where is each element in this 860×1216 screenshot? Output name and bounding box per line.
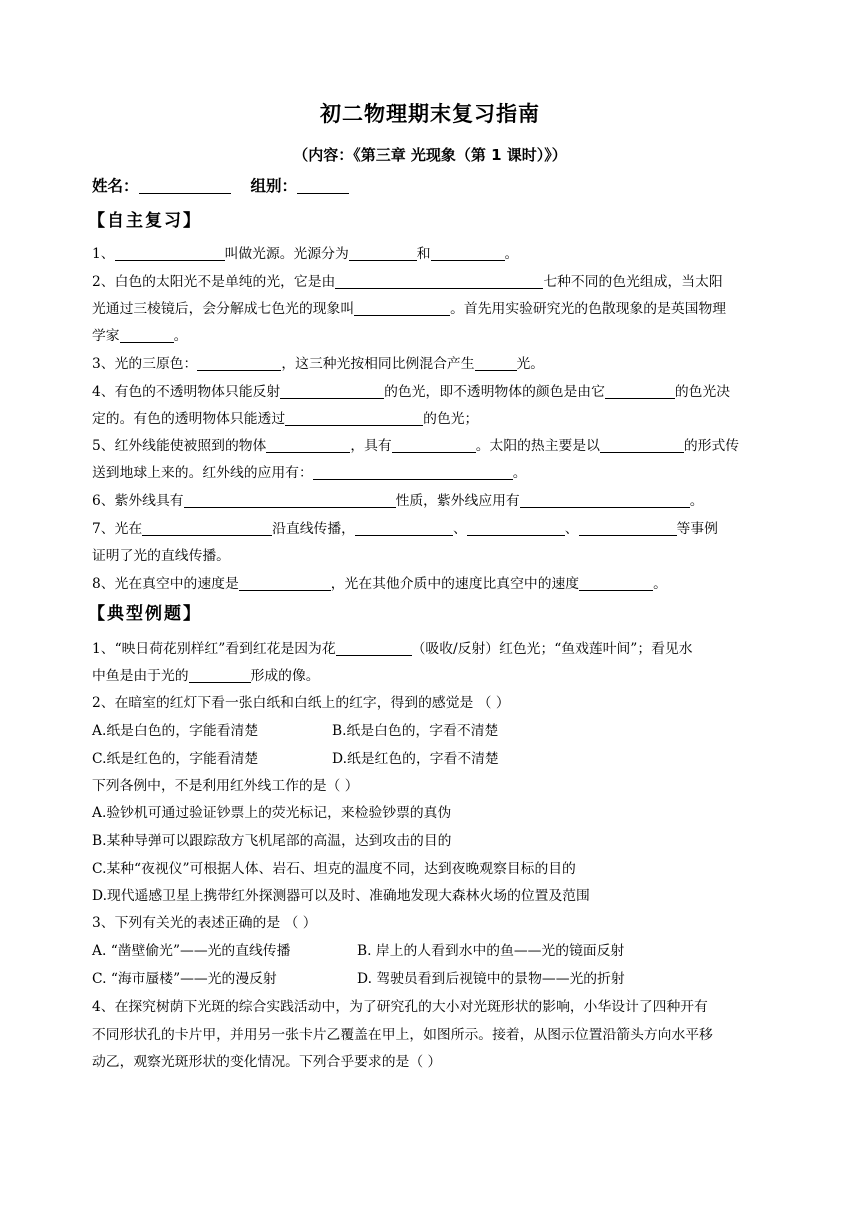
example-ir-option-c[interactable]: C.某种“夜视仪”可根据人体、岩石、坦克的温度不同，达到夜晚观察目标的目的 [92, 861, 576, 877]
q4-text-3: 的色光决 [674, 384, 731, 400]
example-ir-option-b[interactable]: B.某种导弹可以跟踪敌方飞机尾部的高温，达到攻击的目的 [92, 833, 452, 849]
example-4-line-1: 4、在探究树荫下光斑的综合实践活动中，为了研究孔的大小对光斑形状的影响，小华设计了四种开有 [92, 999, 708, 1015]
q1-blank-3[interactable] [431, 245, 505, 261]
review-q3 [92, 352, 544, 372]
q2-text-1: 2、白色的太阳光不是单纯的光，它是由 [92, 274, 336, 290]
review-q6 [92, 489, 704, 509]
q7-blank-1[interactable] [142, 520, 272, 536]
example-1-line-1 [92, 637, 693, 657]
e1-blank-1[interactable] [336, 640, 412, 656]
q6-blank-1[interactable] [184, 492, 396, 508]
q5-text-4: 的形式传 [683, 438, 740, 454]
e1-text-1: 1、“映日荷花别样红”看到红花是因为花 [92, 641, 336, 657]
q1-number: 1、 [92, 246, 115, 262]
review-q2-line-2 [92, 297, 726, 317]
q7-blank-4[interactable] [579, 520, 677, 536]
example-ir-question: 下列各例中，不是利用红外线工作的是（ ） [92, 778, 359, 794]
example-ir-option-d[interactable]: D.现代遥感卫星上携带红外探测器可以及时、准确地发现大森林火场的位置及范围 [92, 888, 590, 904]
q4-text-1: 4、有色的不透明物体只能反射 [92, 384, 281, 400]
q7-sep-2: 、 [564, 521, 579, 537]
q8-blank-1[interactable] [239, 575, 331, 591]
group-label: 组别： [250, 177, 298, 195]
example-3-option-c[interactable]: C. “海市蜃楼”——光的漫反射 [92, 971, 277, 987]
q4-blank-3[interactable] [285, 410, 423, 426]
e1-blank-2[interactable] [189, 667, 251, 683]
review-q1 [92, 242, 518, 262]
review-q4-line-1 [92, 380, 730, 400]
q1-text-3: 。 [504, 246, 519, 262]
e1-text-4: 形成的像。 [250, 668, 320, 684]
review-q8 [92, 572, 667, 592]
q3-text-3: 光。 [516, 356, 545, 372]
q7-text-1: 7、光在 [92, 521, 143, 537]
name-blank[interactable] [139, 178, 231, 194]
e1-text-3: 中鱼是由于光的 [92, 668, 189, 684]
q5-text-6: 。 [512, 465, 527, 481]
review-q2-line-3 [92, 324, 187, 344]
q6-text-1: 6、紫外线具有 [92, 493, 184, 509]
example-2-option-a[interactable]: A.纸是白色的，字能看清楚 [92, 723, 259, 739]
review-q2-line-1 [92, 270, 723, 290]
q7-text-2: 沿直线传播， [272, 521, 355, 537]
example-3-option-a[interactable]: A. “凿壁偷光”——光的直线传播 [92, 943, 291, 959]
q3-text-2: ，这三种光按相同比例混合产生 [281, 356, 475, 372]
q4-text-5: 的色光； [423, 411, 479, 427]
q3-blank-2[interactable] [475, 355, 517, 371]
q2-blank-1[interactable] [335, 273, 543, 289]
q3-text-1: 3、光的三原色： [92, 356, 198, 372]
q2-text-5: 学家 [92, 328, 120, 344]
q2-text-4: 。首先用实验研究光的色散现象的是英国物理 [450, 301, 727, 317]
example-2-option-d[interactable]: D.纸是红色的，字看不清楚 [332, 751, 499, 767]
q2-text-3: 光通过三棱镜后，会分解成七色光的现象叫 [92, 301, 355, 317]
q4-blank-2[interactable] [605, 383, 675, 399]
q8-text-3: 。 [653, 576, 667, 592]
review-q7-line-1 [92, 517, 718, 537]
example-1-line-2 [92, 664, 320, 684]
example-ir-option-a[interactable]: A.验钞机可通过验证钞票上的荧光标记，来检验钞票的真伪 [92, 805, 452, 821]
q6-blank-2[interactable] [520, 492, 690, 508]
q6-text-2: 性质，紫外线应用有 [395, 493, 520, 509]
q5-text-1: 5、红外线能使被照到的物体 [92, 438, 267, 454]
q5-blank-3[interactable] [600, 437, 684, 453]
example-3-option-b[interactable]: B. 岸上的人看到水中的鱼——光的镜面反射 [357, 943, 625, 959]
q5-blank-4[interactable] [313, 464, 513, 480]
section-examples: 【典型例题】 [88, 604, 202, 624]
example-2-option-c[interactable]: C.纸是红色的，字能看清楚 [92, 751, 259, 767]
q8-text-2: ，光在其他介质中的速度比真空中的速度 [330, 576, 580, 592]
q5-text-2: ，具有 [350, 438, 392, 454]
review-q7-line-2: 证明了光的直线传播。 [92, 548, 230, 564]
page-subtitle: （内容：《第三章 光现象（第 1 课时）》） [293, 146, 567, 164]
section-self-review: 【自主复习】 [88, 211, 202, 231]
q2-blank-2[interactable] [354, 300, 450, 316]
review-q4-line-2 [92, 407, 478, 427]
review-q5-line-1 [92, 434, 739, 454]
q1-blank-2[interactable] [349, 245, 417, 261]
q5-text-3: 。太阳的热主要是以 [475, 438, 600, 454]
q8-text-1: 8、光在真空中的速度是 [92, 576, 239, 592]
q2-text-2: 七种不同的色光组成，当太阳 [543, 274, 723, 290]
q2-text-6: 。 [173, 328, 188, 344]
q3-blank-1[interactable] [197, 355, 281, 371]
q7-sep-1: 、 [452, 521, 467, 537]
review-q5-line-2 [92, 461, 527, 481]
q7-blank-2[interactable] [355, 520, 453, 536]
q4-text-2: 的色光，即不透明物体的颜色是由它 [384, 384, 605, 400]
group-blank[interactable] [297, 178, 349, 194]
q5-text-5: 送到地球上来的。红外线的应用有： [92, 465, 313, 481]
q7-text-3: 等事例 [676, 521, 718, 537]
name-group-line [92, 174, 349, 196]
example-4-line-2: 不同形状孔的卡片甲，并用另一张卡片乙覆盖在甲上，如图所示。接着，从图示位置沿箭头方向水平移 [92, 1027, 713, 1043]
q5-blank-1[interactable] [266, 437, 350, 453]
page-title: 初二物理期末复习指南 [320, 102, 540, 126]
q1-text-1: 叫做光源。光源分为 [224, 246, 349, 262]
example-4-line-3: 动乙，观察光斑形状的变化情况。下列合乎要求的是（ ） [92, 1054, 442, 1070]
example-2-question: 2、在暗室的红灯下看一张白纸和白纸上的红字，得到的感觉是 （ ） [92, 695, 510, 711]
q7-blank-3[interactable] [467, 520, 565, 536]
q4-text-4: 定的。有色的透明物体只能透过 [92, 411, 286, 427]
q1-text-2: 和 [416, 246, 431, 262]
example-3-question: 3、下列有关光的表述正确的是 （ ） [92, 915, 317, 931]
q5-blank-2[interactable] [392, 437, 476, 453]
e1-text-2: （吸收/反射）红色光；“鱼戏莲叶间”；看见水 [411, 641, 693, 657]
example-3-option-d[interactable]: D. 驾驶员看到后视镜中的景物——光的折射 [357, 971, 625, 987]
q6-text-3: 。 [689, 493, 704, 509]
example-2-option-b[interactable]: B.纸是白色的，字看不清楚 [332, 723, 499, 739]
q2-blank-3[interactable] [120, 327, 174, 343]
name-label: 姓名： [92, 177, 139, 195]
q1-blank-1[interactable] [115, 245, 225, 261]
q8-blank-2[interactable] [579, 575, 653, 591]
q4-blank-1[interactable] [280, 383, 384, 399]
